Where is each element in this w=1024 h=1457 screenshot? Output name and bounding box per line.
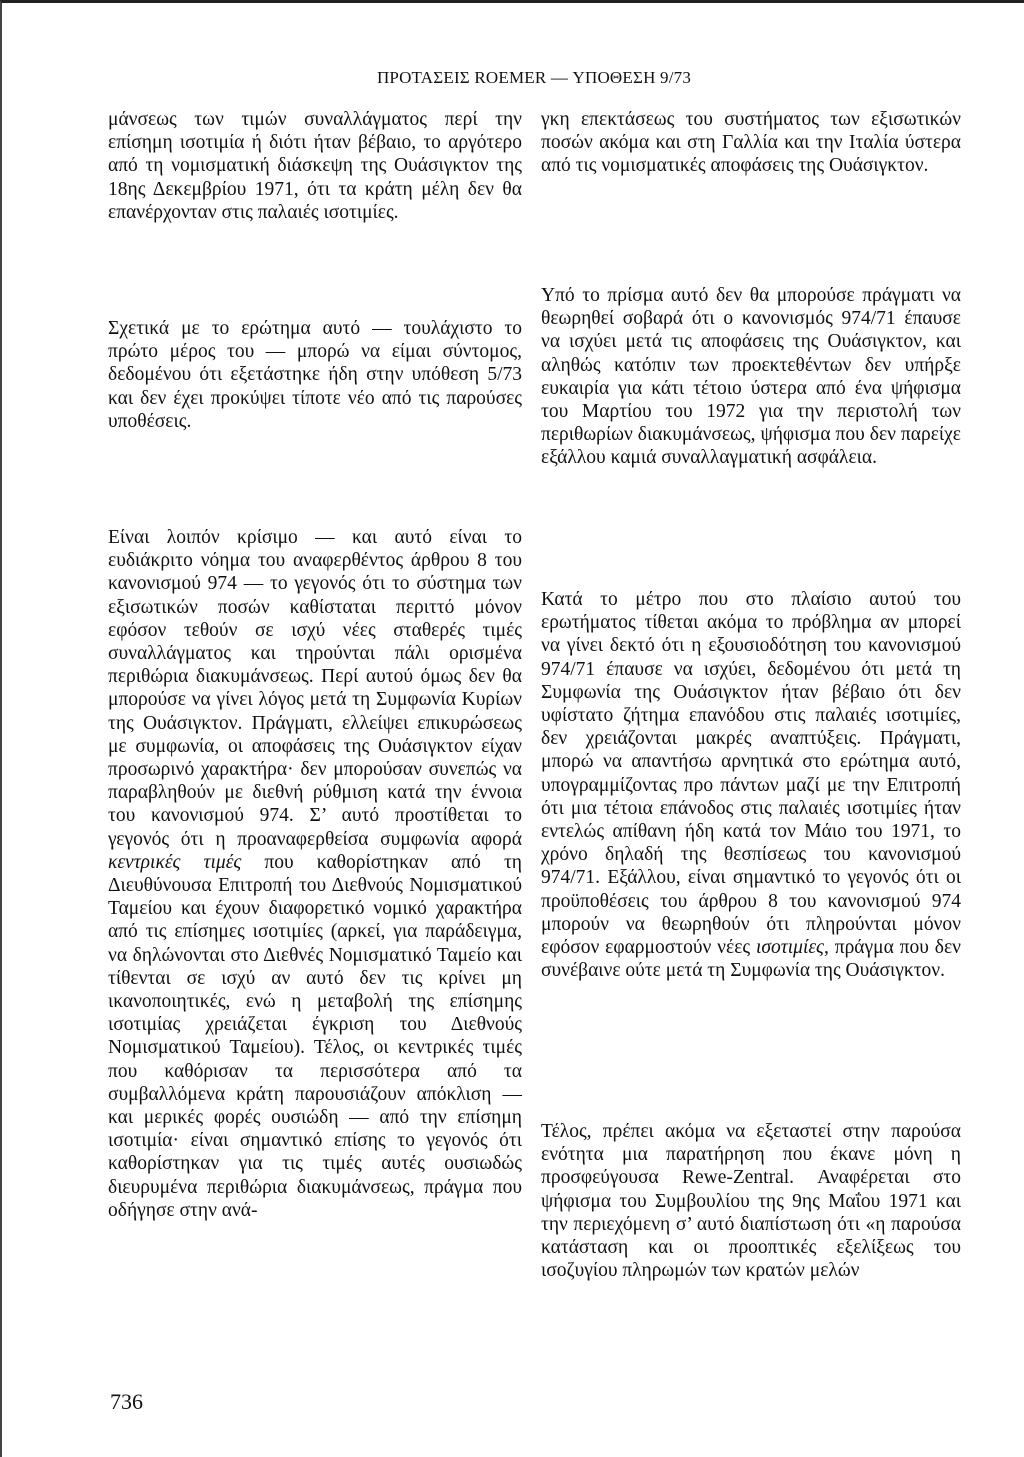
text-run: που καθορίστηκαν από τη Διευθύνουσα Επιτροπή του Διεθνούς Νομισματικού Ταμείου και έχουν διαφορετικό νομικό χαρακτήρα από τις επίσημες ισοτιμίες (αρκεί, για παράδειγμα, να δηλώνονται στο Διεθνές Νομισματικό Ταμείο και τίθενται σε ισχύ αν αυτό δεν τις κρίνει μη ικανοποιητικές, ενώ η μεταβολή της επίσημης ισοτιμίας χρειάζεται έγκριση του Διεθνούς Νομισματικού Ταμείου). Τέλος, οι κεντρικές τιμές που καθόρισαν τα περισσότερα από τα συμβαλλόμενα κράτη παρουσιάζουν απόκλιση — και μερικές φορές ουσιώδη — από την επίσημη ισοτιμία· είναι σημαντικό επίσης το γεγονός ότι καθορίστηκαν για τις τιμές αυτές ουσιωδώς διευρυμένα περιθώρια διακυμάνσεως, πράγμα που οδήγησε στην ανά- — [108, 851, 522, 1221]
italic-term: κεντρικές τιμές — [108, 851, 242, 873]
paragraph-text: γκη επεκτάσεως του συστήματος των εξισωτικών ποσών ακόμα και στη Γαλλία και την Ιταλία ύστερα από τις νομισματικές αποφάσεις της Ουάσιγκτον. — [541, 109, 961, 177]
text-run: Είναι λοιπόν κρίσιμο — και αυτό είναι το ευδιάκριτο νόημα του αναφερθέντος άρθρου 8 του κανονισμού 974 — το γεγονός ότι το σύστημα των εξισωτικών ποσών καθίσταται περιττό μόνον εφόσον τεθούν σε ισχύ νέες σταθερές τιμές συναλλάγματος και τηρούνται πάλι ορισμένα περιθώρια διακυμάνσεως. Περί αυτού όμως δεν θα μπορούσε να γίνει λόγος μετά τη Συμφωνία Κυρίων της Ουάσιγκτον. Πράγματι, ελλείψει επικυρώσεως με συμφωνία, οι αποφάσεις της Ουάσιγκτον είχαν προσωρινό χαρακτήρα· δεν μπορούσαν συνεπώς να παραβληθούν με διεθνή ρύθμιση κατά την έννοια του κανονισμού 974. Σ’ αυτό προστίθεται το γεγονός ότι η προαναφερθείσα συμφωνία αφορά — [108, 527, 522, 850]
paragraph-text: μάνσεως των τιμών συναλλάγματος περί την επίσημη ισοτιμία ή διότι ήταν βέβαιο, το αργότερο από τη νομισματική διάσκεψη της Ουάσιγκτον της 18ης Δεκεμβρίου 1971, ότι τα κράτη μέλη δεν θα επανέρχονταν στις παλαιές ισοτιμίες. — [108, 109, 522, 223]
left-paragraph-3 — [108, 526, 522, 1222]
right-paragraph-4 — [541, 1120, 961, 1282]
page-number: 736 — [110, 1389, 143, 1414]
right-paragraph-3 — [541, 588, 961, 982]
paragraph-text: Σχετικά με το ερώτημα αυτό — τουλάχιστο το πρώτο μέρος του — μπορώ να είμαι σύντομος, δεδομένου ότι εξετάστηκε ήδη στην υπόθεση 5/73 και δεν έχει προκύψει τίποτε νέο από τις παρούσες υποθέσεις. — [108, 318, 522, 432]
text-run: , πράγμα που δεν συνέβαινε ούτε μετά τη Συμφωνία της Ουάσιγκτον. — [541, 937, 961, 982]
left-paragraph-2 — [108, 317, 522, 433]
running-header: ΠΡΟΤΑΣΕΙΣ ROEMER — ΥΠΟΘΕΣΗ 9/73 — [376, 68, 692, 87]
right-paragraph-1 — [541, 108, 961, 178]
text-run: Κατά το μέτρο που στο πλαίσιο αυτού του ερωτήματος τίθεται ακόμα το πρόβλημα αν μπορεί να γίνει δεκτό ότι η εξουσιοδότηση του κανονισμού 974/71 έπαυσε να ισχύει, δεδομένου ότι μετά τη Συμφωνία της Ουάσιγκτον ήταν βέβαιο ότι δεν υφίστατο ζήτημα επανόδου στις παλαιές ισοτιμίες, δεν χρειάζονται μακρές αναπτύξεις. Πράγματι, μπορώ να απαντήσω αρνητικά στο ερώτημα αυτό, υπογραμμίζοντας προ πάντων μαζί με την Επιτροπή ότι μια τέτοια επάνοδος στις παλαιές ισοτιμίες ήταν εντελώς απίθανη ήδη κατά τον Μάιο του 1971, το χρόνο δηλαδή της θεσπίσεως του κανονισμού 974/71. Εξάλλου, είναι σημαντικό το γεγονός ότι οι προϋποθέσεις του άρθρου 8 του κανονισμού 974 μπορούν να θεωρηθούν ότι πληρούνται μόνον εφόσον εφαρμοστούν νέες — [541, 589, 961, 959]
paragraph-text — [108, 526, 522, 1222]
paragraph-text — [541, 588, 961, 982]
paragraph-text: Τέλος, πρέπει ακόμα να εξεταστεί στην παρούσα ενότητα μια παρατήρηση που έκανε μόνη η προσφεύγουσα Rewe-Zentral. Αναφέρεται στο ψήφισμα του Συμβουλίου της 9ης Μαΐου 1971 και την περιεχόμενη σ’ αυτό διαπίστωση ότι «η παρούσα κατάσταση και οι προοπτικές εξελίξεως του ισοζυγίου πληρωμών των κρατών μελών — [541, 1121, 961, 1282]
italic-term: ισοτιμίες — [755, 937, 824, 959]
paragraph-text: Υπό το πρίσμα αυτό δεν θα μπορούσε πράγματι να θεωρηθεί σοβαρά ότι ο κανονισμός 974/71 έπαυσε να ισχύει μετά τις αποφάσεις της Ουάσιγκτον, και αληθώς κατόπιν των προεκτεθέντων δεν υπήρξε ευκαιρία για κάτι τέτοιο ύστερα από ένα ψήφισμα του Μαρτίου του 1972 για την περιστολή των περιθωρίων διακυμάνσεως, ψήφισμα που δεν παρείχε εξάλλου καμιά συναλλαγματική ασφάλεια. — [541, 285, 961, 469]
right-paragraph-2 — [541, 284, 961, 470]
left-paragraph-1 — [108, 108, 522, 224]
